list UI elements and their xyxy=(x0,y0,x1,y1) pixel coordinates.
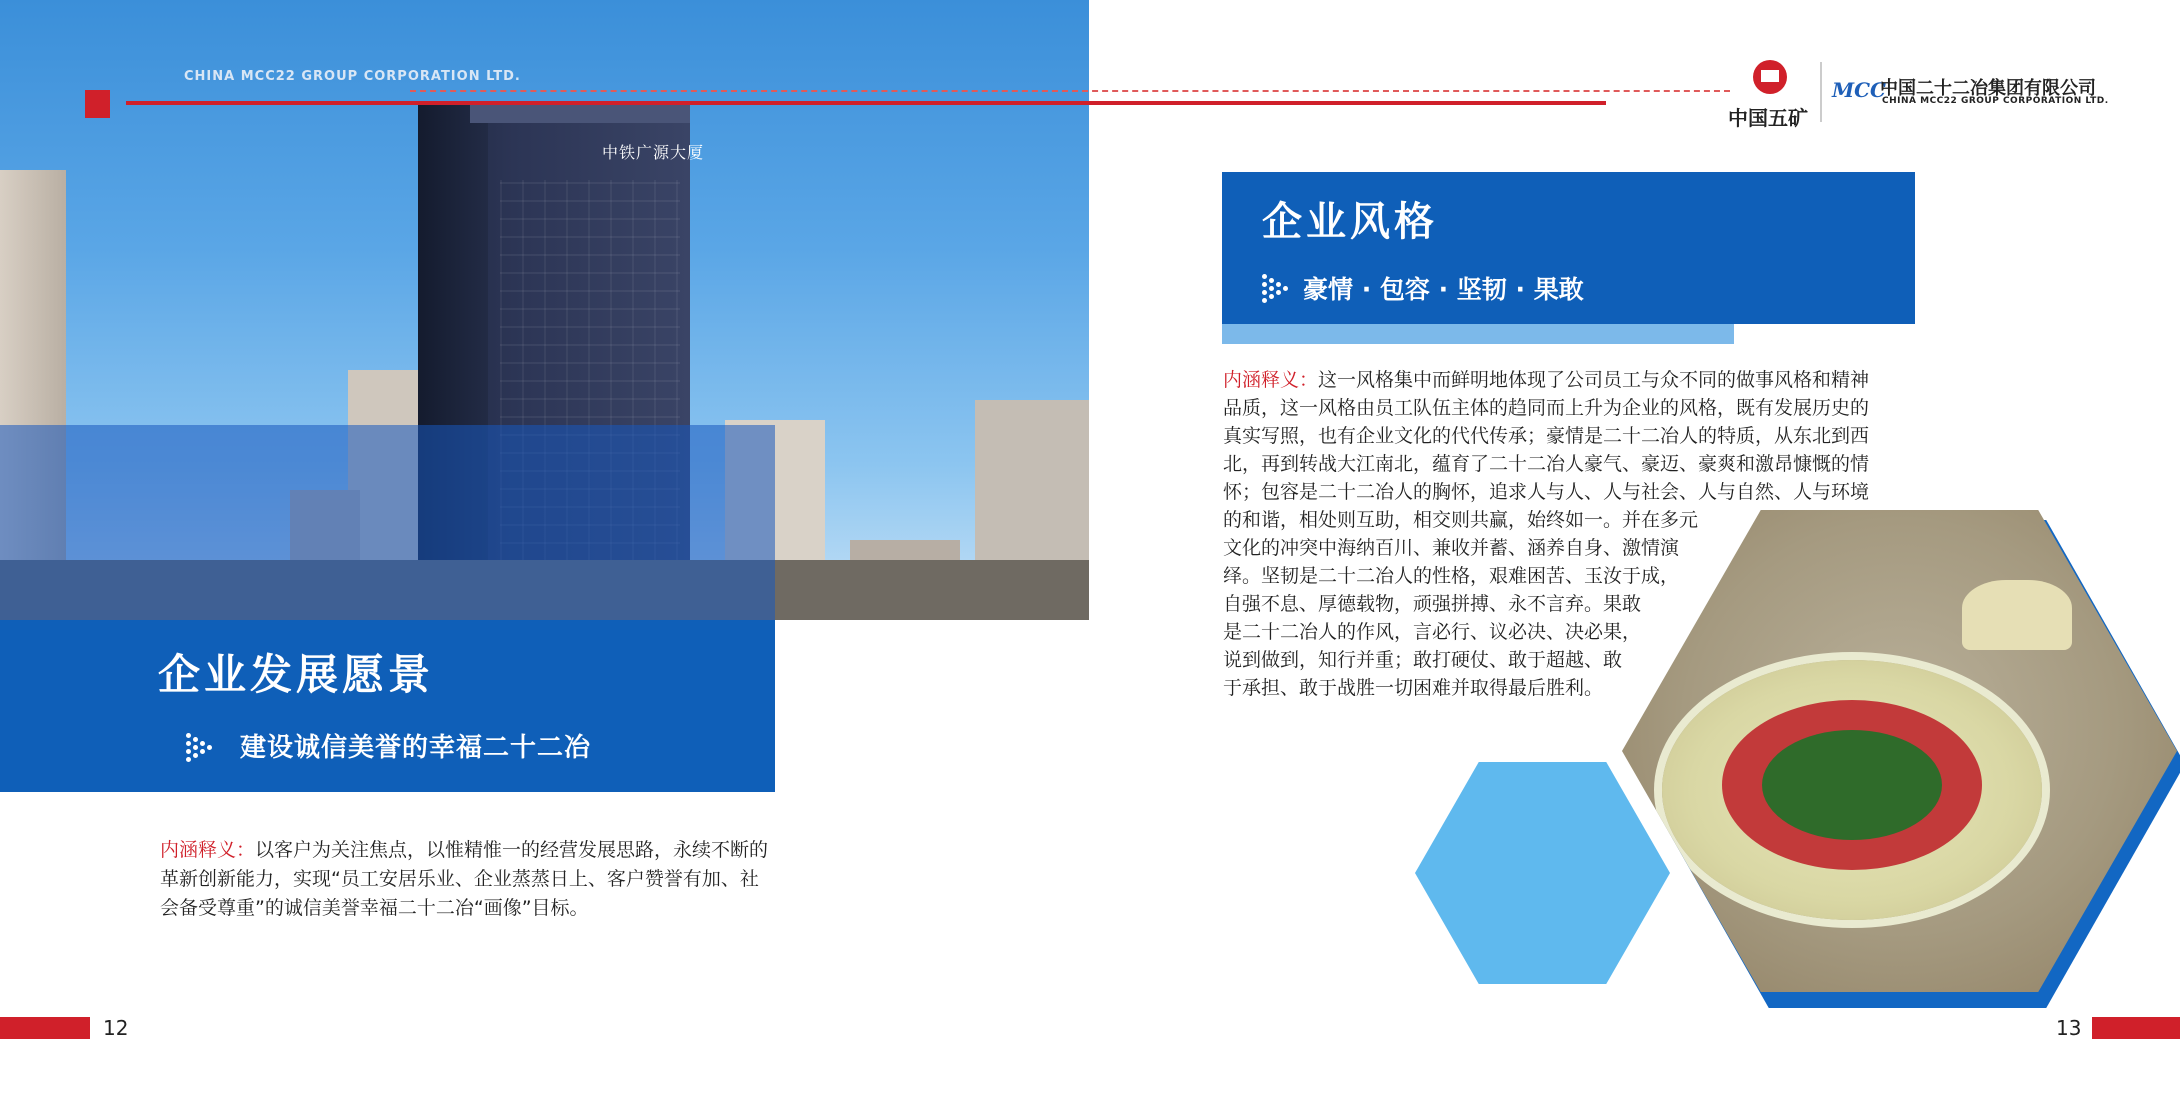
decorative-hexagon xyxy=(1415,762,1670,984)
style-label: 内涵释义： xyxy=(1223,369,1319,391)
header-company-en: CHINA MCC22 GROUP CORPORATION LTD. xyxy=(184,69,521,84)
page-number-bar-right xyxy=(2092,1017,2180,1039)
minmetals-emblem-icon xyxy=(1753,60,1787,94)
page-number-left: 12 xyxy=(103,1016,129,1040)
vision-body: 以客户为关注焦点，以惟精惟一的经营发展思路，永续不断的革新创新能力，实现“员工安居乐业、企业蒸蒸日上、客户赞誉有加、社会备受尊重”的诚信美誉幸福二十二冶“画像”目标。 xyxy=(160,839,769,919)
tower-sign: 中铁广源大厦 xyxy=(602,143,705,162)
style-line: 北，再到转战大江南北，蕴育了二十二冶人豪气、豪迈、豪爽和激昂慷慨的情 xyxy=(1223,453,1870,475)
mcc-logo-icon: MCC xyxy=(1832,78,1886,102)
style-panel-strip xyxy=(1222,324,1734,344)
page-number-right: 13 xyxy=(2056,1016,2082,1040)
style-line: 于承担、敢于战胜一切困难并取得最后胜利。 xyxy=(1223,677,1604,699)
stadium-field xyxy=(1762,730,1942,840)
style-line: 绎。坚韧是二十二冶人的性格，艰难困苦、玉汝于成， xyxy=(1223,565,1680,587)
header-red-line xyxy=(126,101,1606,105)
style-line: 内涵释义：这一风格集中而鲜明地体现了公司员工与众不同的做事风格和精神 xyxy=(1223,369,1870,391)
style-line: 真实写照，也有企业文化的代代传承；豪情是二十二冶人的特质，从东北到西 xyxy=(1223,425,1870,447)
style-description xyxy=(1223,366,1869,702)
vision-description xyxy=(160,836,775,923)
company-name-cn: 中国二十二冶集团有限公司 xyxy=(1880,78,2096,99)
city-tower-photo xyxy=(0,0,1089,620)
header-dashed-line xyxy=(410,90,1730,92)
company-name-en: CHINA MCC22 GROUP CORPORATION LTD. xyxy=(1882,96,2109,106)
style-title: 企业风格 xyxy=(1262,198,1438,245)
page-number-bar-left xyxy=(0,1017,90,1039)
arrow-dots-icon xyxy=(1262,274,1292,302)
style-line: 说到做到，知行并重；敢打硬仗、敢于超越、敢 xyxy=(1223,649,1623,671)
style-line: 的和谐，相处则互助，相交则共赢，始终如一。并在多元 xyxy=(1223,509,1699,531)
vision-label: 内涵释义： xyxy=(160,839,256,861)
annex-building xyxy=(1962,580,2072,650)
style-line: 自强不息、厚德载物，顽强拼搏、永不言弃。果敢 xyxy=(1223,593,1642,615)
blue-overlay-band xyxy=(0,425,775,620)
vision-subtitle: 建设诚信美誉的幸福二十二冶 xyxy=(240,733,592,763)
style-line: 怀；包容是二十二冶人的胸怀，追求人与人、人与社会、人与自然、人与环境 xyxy=(1223,481,1870,503)
arrow-dots-icon xyxy=(186,733,216,761)
style-subtitle: 豪情 · 包容 · 坚韧 · 果敢 xyxy=(1303,275,1584,304)
header-red-square xyxy=(85,90,110,118)
office-tower-top xyxy=(470,105,690,123)
vision-title: 企业发展愿景 xyxy=(158,650,435,699)
minmetals-logo xyxy=(1728,60,1808,130)
logo-divider xyxy=(1820,62,1822,122)
style-line: 品质，这一风格由员工队伍主体的趋同而上升为企业的风格，既有发展历史的 xyxy=(1223,397,1870,419)
minmetals-logo-text: 中国五矿 xyxy=(1728,106,1808,130)
style-line: 是二十二冶人的作风，言必行、议必决、决必果， xyxy=(1223,621,1642,643)
style-line: 文化的冲突中海纳百川、兼收并蓄、涵养自身、激情演 xyxy=(1223,537,1680,559)
